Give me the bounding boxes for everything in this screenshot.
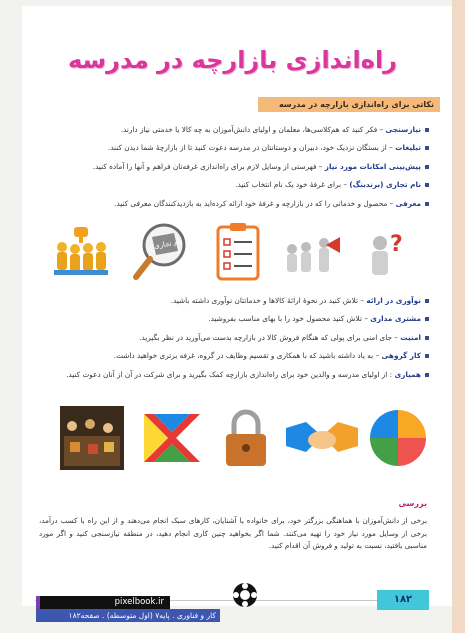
watermark-label: pixelbook.ir (36, 596, 170, 609)
list-item: مشتری مداری – تلاش کنید محصول خود را با بهای مناسب بفروشید. (66, 314, 429, 324)
svg-text:?: ? (390, 232, 403, 257)
list-item: تبلیغات – از بستگان نزدیک خود، دبیران و دوستانتان در مدرسه دعوت کنید تا از بازارچهٔ شما دیدن کنند. (93, 143, 429, 153)
megaphone-people-icon (282, 221, 344, 283)
list-item: همیاری : از اولیای مدرسه و والدین خود برای راه‌اندازی بازارچه کمک بگیرید و برای شرکت در آن از آنان دعوت کنید. (66, 370, 429, 380)
list-item: امنیت – جای امنی برای پولی که هنگام فروش کالا در بازارچه بدست می‌آورید در نظر بگیرید. (66, 333, 429, 343)
review-paragraph: برخی از دانش‌آموزان با هماهنگی بزرگتر خود، برای خانواده یا آشنایان، کارهای سبک انجام می‌دهند و از این راه با کسب درآمد، برخی از وسایل مورد نیاز خود را تهیه می‌کنند. شما اگر بخواهید چنین کاری انجام دهید، در منطقه نیازسنجی کنید و اگر مورد مناسبی یافتید، نسبت به تولید و فروش آن اقدام کنید. (39, 516, 427, 550)
tips-list-bottom (66, 296, 429, 388)
illustration-row (50, 221, 410, 283)
page-edge-strip (452, 0, 465, 633)
review-heading: بررسی (398, 499, 427, 508)
padlock-icon (220, 406, 272, 470)
list-item: نوآوری در ارائه – تلاش کنید در نحوهٔ ارائهٔ کالاها و خدماتتان نوآوری داشته باشید. (66, 296, 429, 306)
pie-segments-icon (366, 406, 430, 470)
book-caption: کار و فناوری . پایه۷ (اول متوسطه) . صفحه۱۸۲ (36, 609, 220, 622)
page-title: راه‌اندازی بازارچه در مدرسه (68, 46, 397, 74)
tips-list-top (93, 125, 429, 217)
handshake-icon (286, 406, 358, 470)
list-item: پیش‌بینی امکانات مورد نیاز – فهرستی از وسایل لازم برای راه‌اندازی غرفه‌تان فراهم و آنها را آماده کنید. (93, 162, 429, 172)
checklist-icon (212, 221, 264, 283)
brand-tag-label: نام تجاری (153, 237, 183, 251)
market-crowd-image (60, 406, 124, 470)
list-item: معرفی – محصول و خدماتی را که در بازارچه و غرفهٔ خود ارائه کرده‌اید به بازدیدکنندگان معرفی کنید. (93, 199, 429, 209)
puzzle-arrows-icon (140, 406, 204, 470)
watermark-accent (36, 596, 40, 609)
section-banner: نکاتی برای راه‌اندازی بازارچه در مدرسه (258, 97, 440, 112)
publisher-logo-icon (232, 582, 258, 608)
question-person-icon (358, 221, 410, 283)
list-item: کار گروهی – به یاد داشته باشید که با همکاری و تقسیم وظایف در گروه، غرفه برتری خواهید داشت. (66, 351, 429, 361)
list-item: نیازسنجی – فکر کنید که هم‌کلاسی‌ها، معلمان و اولیای دانش‌آموزان به چه کالا یا خدمتی نیاز دارند. (93, 125, 429, 135)
page-number-badge: ۱۸۲ (377, 590, 429, 610)
trophy-team-icon (50, 221, 112, 283)
brand-magnifier-icon (130, 221, 190, 283)
list-item: نام تجاری (برندینگ) – برای غرفهٔ خود یک نام انتخاب کنید. (93, 180, 429, 190)
